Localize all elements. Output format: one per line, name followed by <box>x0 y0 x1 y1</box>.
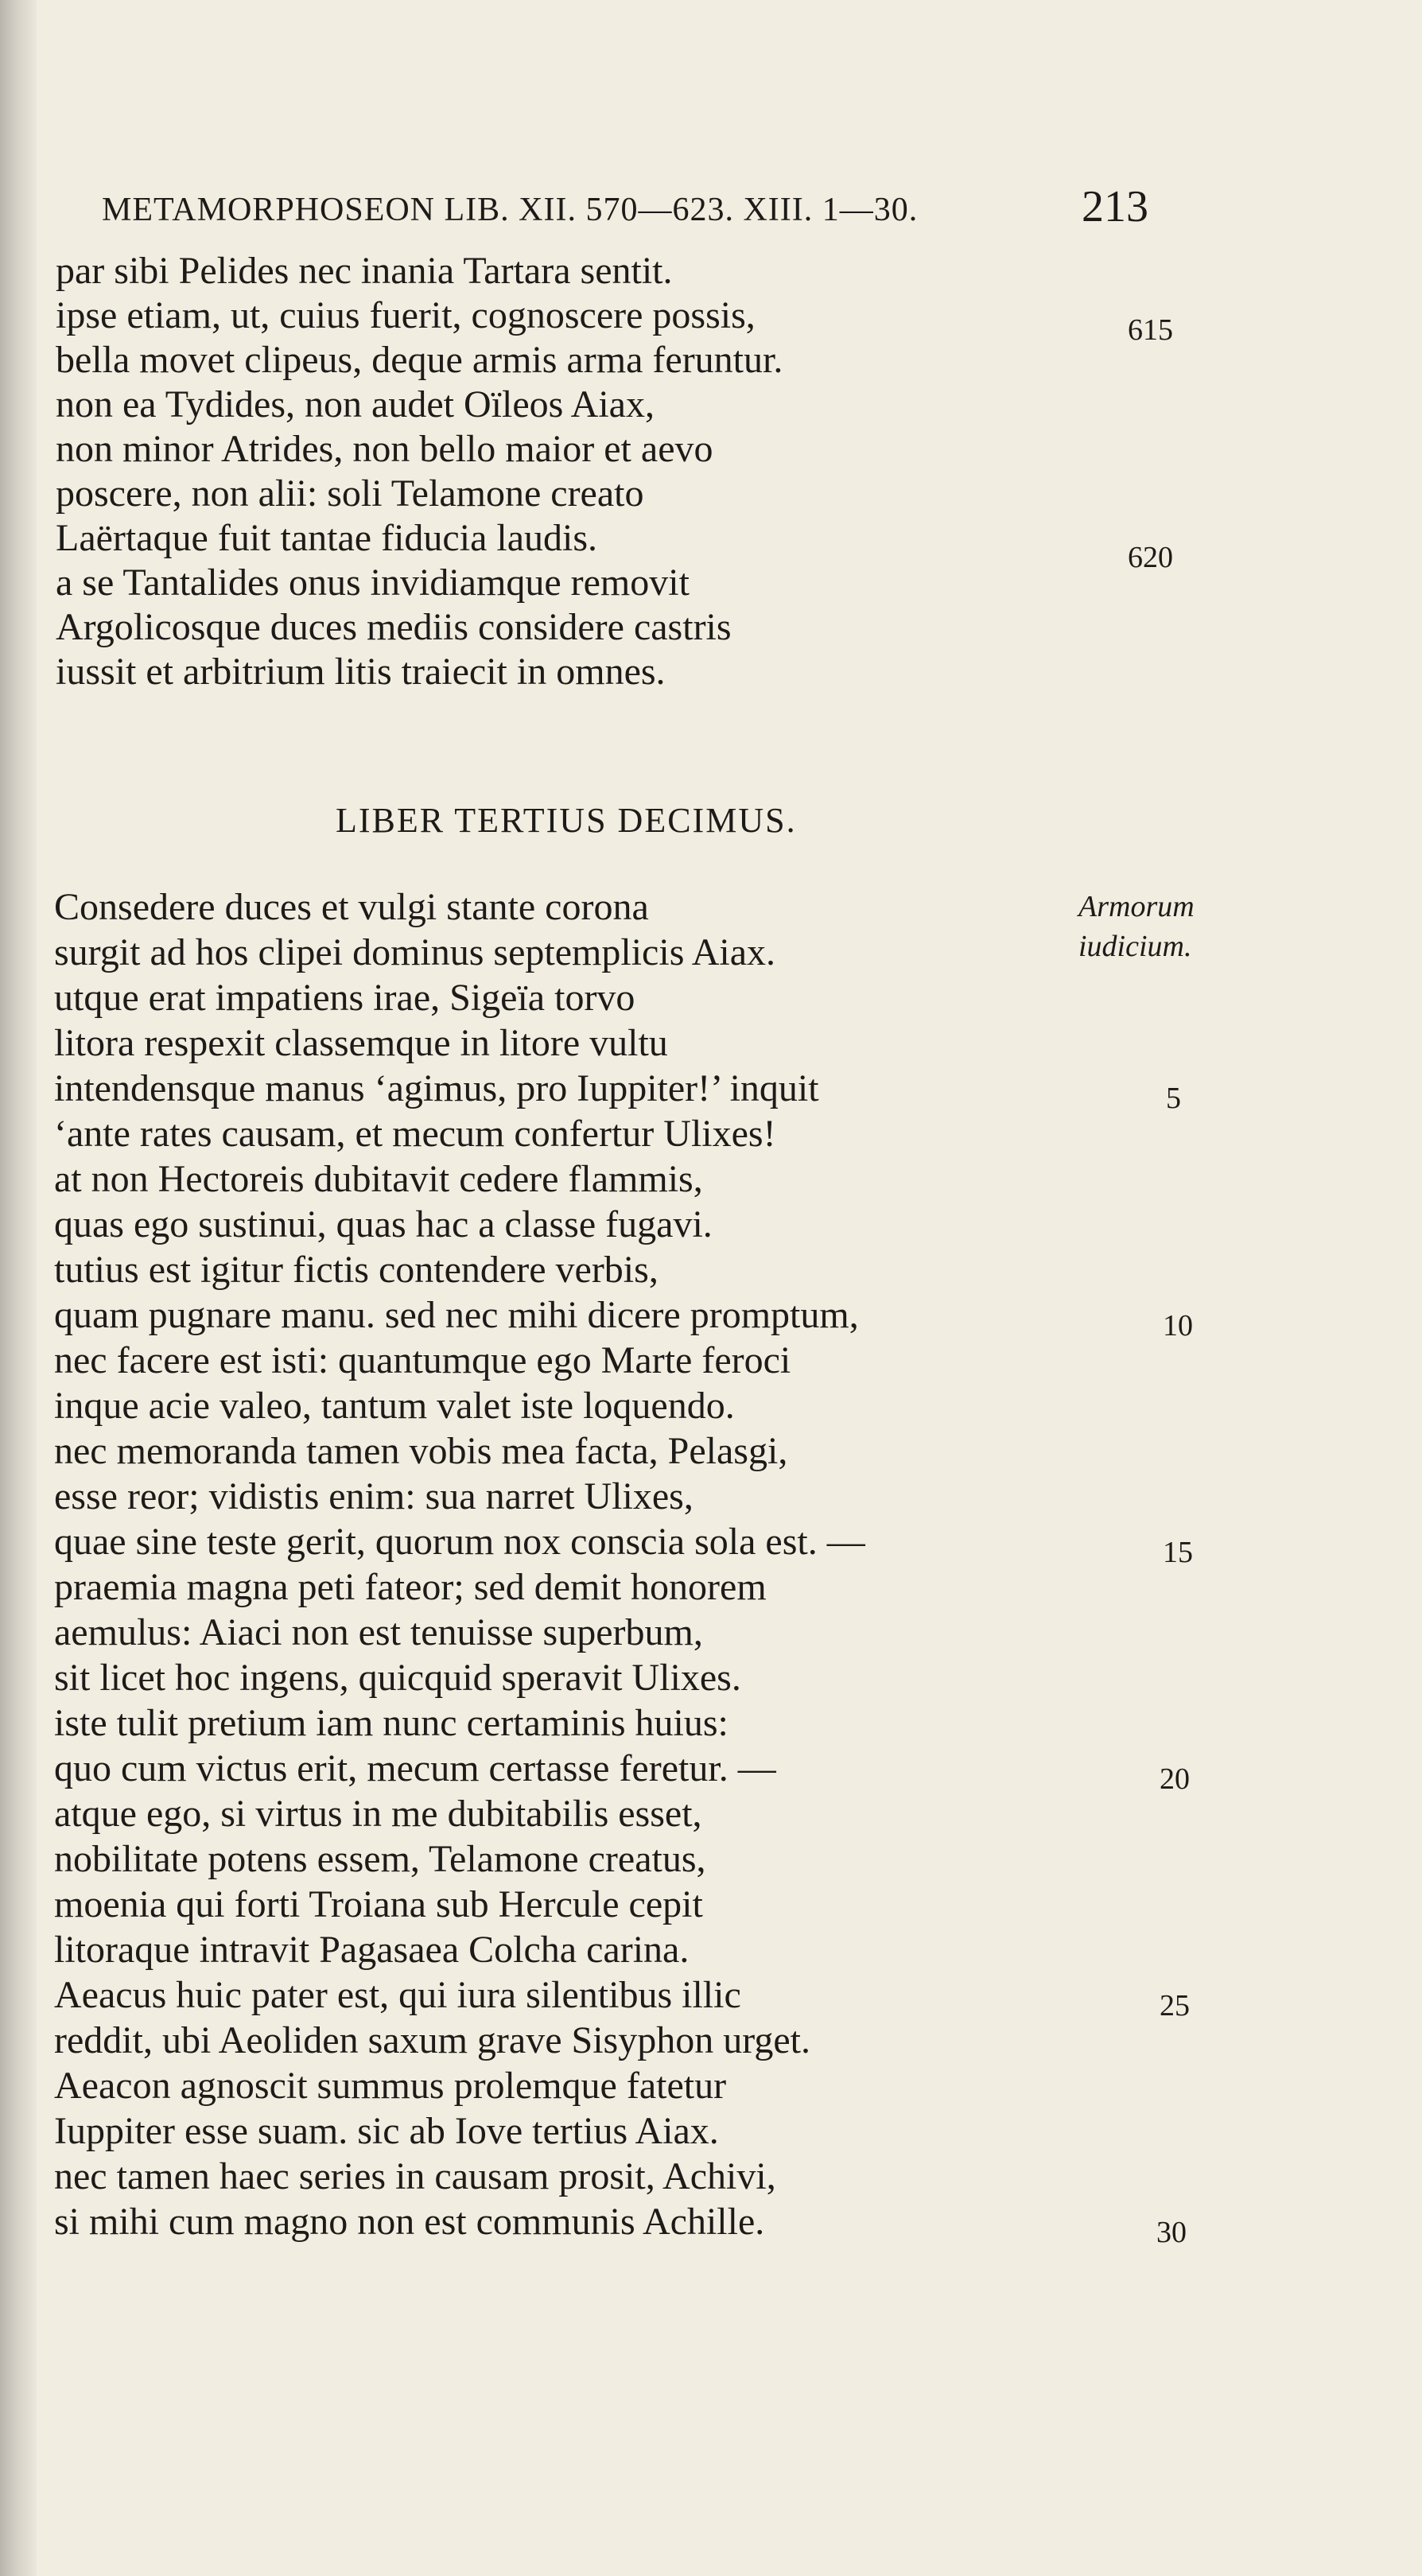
verse-line: par sibi Pelides nec inania Tartara sentit. <box>56 250 673 292</box>
verse-line: Argolicosque duces mediis considere castris <box>56 606 732 648</box>
verse-line: quo cum victus erit, mecum certasse feretur. — <box>54 1747 776 1789</box>
verse-line: nec facere est isti: quantumque ego Marte feroci <box>54 1339 791 1381</box>
running-title: METAMORPHOSEON LIB. XII. 570—623. XIII. 1—30. <box>102 192 919 228</box>
verse-line: litora respexit classemque in litore vultu <box>54 1022 668 1064</box>
line-number: 25 <box>1160 1989 1190 2022</box>
verse-line: aemulus: Aiaci non est tenuisse superbum, <box>54 1611 703 1653</box>
verse-line: intendensque manus ‘agimus, pro Iuppiter!’ inquit <box>54 1067 819 1109</box>
verse-line: litoraque intravit Pagasaea Colcha carina. <box>54 1929 690 1971</box>
verse-line: esse reor; vidistis enim: sua narret Ulixes, <box>54 1475 694 1517</box>
verse-line: moenia qui forti Troiana sub Hercule cepit <box>54 1883 703 1925</box>
verse-line: iste tulit pretium iam nunc certaminis huius: <box>54 1702 728 1744</box>
verse-line: at non Hectoreis dubitavit cedere flammis, <box>54 1158 703 1200</box>
verse-line: si mihi cum magno non est communis Achille. <box>54 2201 765 2243</box>
verse-line: Aeacus huic pater est, qui iura silentibus illic <box>54 1974 741 2016</box>
verse-line: bella movet clipeus, deque armis arma feruntur. <box>56 339 783 381</box>
marginal-note: iudicium. <box>1078 930 1192 963</box>
verse-line: reddit, ubi Aeoliden saxum grave Sisyphon urget. <box>54 2019 810 2061</box>
line-number: 620 <box>1128 541 1173 574</box>
verse-line: quam pugnare manu. sed nec mihi dicere promptum, <box>54 1294 859 1336</box>
verse-line: non minor Atrides, non bello maior et aevo <box>56 428 713 470</box>
verse-line: inque acie valeo, tantum valet iste loquendo. <box>54 1385 735 1427</box>
line-number: 20 <box>1160 1762 1190 1796</box>
page-gutter-shadow <box>0 0 37 2576</box>
verse-line: Iuppiter esse suam. sic ab Iove tertius Aiax. <box>54 2110 719 2152</box>
verse-line: quas ego sustinui, quas hac a classe fugavi. <box>54 1203 713 1245</box>
book-title: LIBER TERTIUS DECIMUS. <box>336 801 797 840</box>
verse-line: sit licet hoc ingens, quicquid speravit Ulixes. <box>54 1657 741 1699</box>
verse-line: nec tamen haec series in causam prosit, Achivi, <box>54 2155 776 2197</box>
verse-line: tutius est igitur fictis contendere verbis, <box>54 1249 659 1291</box>
page-number: 213 <box>1082 182 1148 231</box>
verse-line: utque erat impatiens irae, Sigeïa torvo <box>54 977 635 1019</box>
verse-line: a se Tantalides onus invidiamque removit <box>56 561 690 604</box>
line-number: 5 <box>1166 1082 1181 1115</box>
verse-line: Consedere duces et vulgi stante corona <box>54 886 649 928</box>
verse-line: ipse etiam, ut, cuius fuerit, cognoscere possis, <box>56 294 756 336</box>
verse-line: non ea Tydides, non audet Oïleos Aiax, <box>56 383 655 425</box>
running-head <box>102 181 1160 237</box>
verse-line: praemia magna peti fateor; sed demit honorem <box>54 1566 767 1608</box>
verse-line: nobilitate potens essem, Telamone creatus, <box>54 1838 706 1880</box>
verse-line: Aeacon agnoscit summus prolemque fatetur <box>54 2065 727 2107</box>
line-number: 15 <box>1163 1536 1193 1569</box>
marginal-note: Armorum <box>1078 890 1195 923</box>
verse-line: surgit ad hos clipei dominus septemplicis Aiax. <box>54 931 776 973</box>
verse-line: Laërtaque fuit tantae fiducia laudis. <box>56 517 598 559</box>
verse-line: ‘ante rates causam, et mecum confertur Ulixes! <box>54 1113 776 1155</box>
verse-line: iussit et arbitrium litis traiecit in omnes. <box>56 651 666 693</box>
verse-line: atque ego, si virtus in me dubitabilis esset, <box>54 1793 702 1835</box>
verse-line: poscere, non alii: soli Telamone creato <box>56 472 644 515</box>
verse-line: quae sine teste gerit, quorum nox conscia sola est. — <box>54 1521 865 1563</box>
verse-line: nec memoranda tamen vobis mea facta, Pelasgi, <box>54 1430 788 1472</box>
line-number: 30 <box>1156 2216 1187 2249</box>
line-number: 10 <box>1163 1309 1193 1342</box>
line-number: 615 <box>1128 313 1173 347</box>
